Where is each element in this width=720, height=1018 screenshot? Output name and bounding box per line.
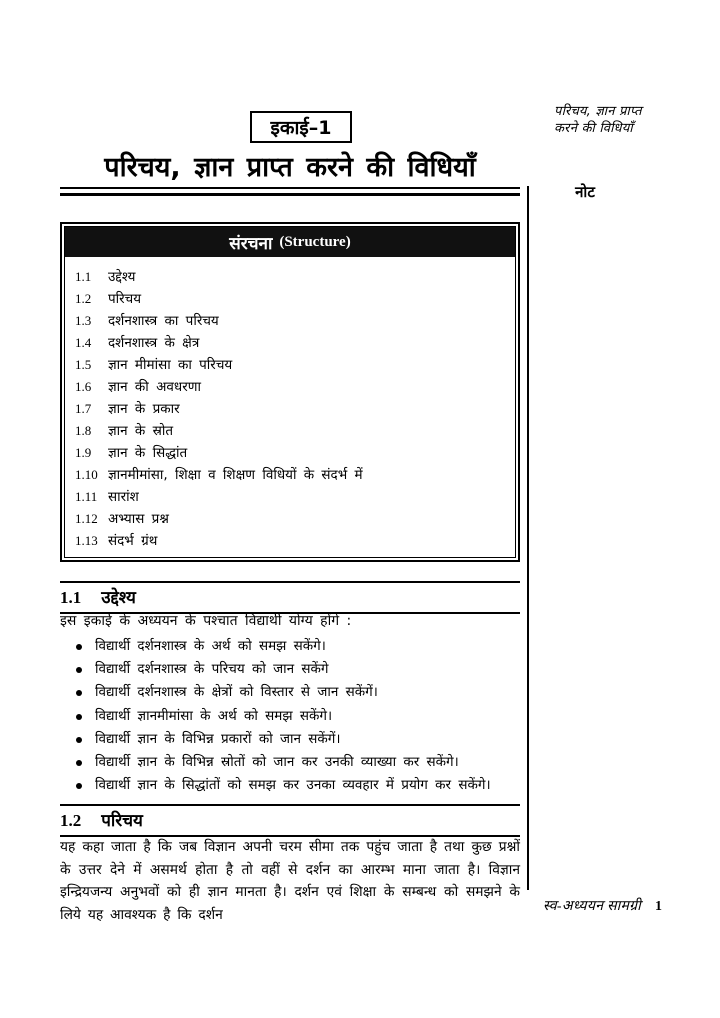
section-number: 1.2 (60, 811, 82, 830)
structure-item-label: संदर्भ ग्रंथ (108, 533, 158, 549)
structure-item (75, 530, 505, 552)
bullet-icon (76, 760, 82, 766)
objective-text: विद्यार्थी ज्ञान के सिद्धांतों को समझ कर उनका व्यवहार में प्रयोग कर सकेंगे। (95, 777, 491, 794)
objective-item (60, 728, 520, 751)
structure-item-label: दर्शनशास्त्र के क्षेत्र (108, 335, 200, 351)
structure-item-number: 1.10 (75, 467, 98, 482)
unit-badge-label: इकाई–1 (270, 117, 332, 139)
objective-text: विद्यार्थी ज्ञान के विभिन्न स्रोतों को जान कर उनकी व्याख्या कर सकेंगे। (95, 754, 459, 771)
structure-item-number: 1.3 (75, 313, 92, 328)
structure-item (75, 354, 505, 376)
bullet-icon (76, 667, 82, 673)
structure-item (75, 486, 505, 508)
objective-text: विद्यार्थी ज्ञान के विभिन्न प्रकारों को जान सकेंगें। (95, 730, 341, 747)
structure-box (60, 222, 520, 562)
margin-separator-line (527, 186, 529, 890)
objective-text: विद्यार्थी दर्शनशास्त्र के अर्थ को समझ सकेंगे। (95, 638, 326, 654)
structure-item-number: 1.8 (75, 423, 92, 438)
unit-badge (250, 111, 352, 143)
structure-item-label: ज्ञान के सिद्धांत (108, 445, 188, 461)
structure-item (75, 464, 505, 486)
structure-item (75, 288, 505, 310)
structure-item-number: 1.5 (75, 357, 92, 372)
structure-item (75, 398, 505, 420)
section-heading-1-1 (60, 581, 520, 614)
objective-text: विद्यार्थी दर्शनशास्त्र के क्षेत्रों को विस्तार से जान सकेंगें। (95, 684, 378, 701)
structure-item-number: 1.1 (75, 269, 92, 284)
structure-item-number: 1.6 (75, 379, 92, 394)
structure-header-bar (65, 227, 515, 257)
section-heading-1-2 (60, 804, 520, 837)
structure-item-label: परिचय (108, 291, 142, 307)
structure-item-number: 1.2 (75, 291, 92, 306)
structure-item-label: ज्ञान के स्रोत (108, 423, 174, 439)
structure-header-hindi: संरचना (229, 233, 273, 254)
bullet-icon (76, 783, 82, 789)
structure-item (75, 310, 505, 332)
page-footer (480, 896, 662, 915)
structure-item-label: ज्ञान मीमांसा का परिचय (108, 357, 233, 373)
structure-item-number: 1.12 (75, 511, 98, 526)
bullet-icon (76, 644, 82, 650)
structure-item-label: अभ्यास प्रश्न (108, 511, 169, 527)
structure-item-label: ज्ञान की अवधरणा (108, 379, 201, 395)
structure-header-english: (Structure) (279, 233, 351, 250)
note-label: नोट (575, 183, 595, 201)
title-double-rule (60, 187, 520, 196)
section-title: उद्देश्य (101, 588, 136, 608)
bullet-icon (76, 714, 82, 720)
bullet-icon (76, 737, 82, 743)
objectives-intro: इस इकाई के अध्ययन के पश्चात विद्यार्थी योग्य होंगे : (60, 613, 352, 629)
objective-item (60, 658, 520, 681)
structure-item (75, 442, 505, 464)
objectives-list (60, 635, 520, 797)
page-title: परिचय, ज्ञान प्राप्त करने की विधियाँ (104, 152, 476, 183)
structure-item-label: ज्ञानमीमांसा, शिक्षा व शिक्षण विधियों के संदर्भ में (108, 467, 363, 483)
objective-item (60, 751, 520, 774)
structure-item-number: 1.7 (75, 401, 92, 416)
structure-item (75, 376, 505, 398)
objective-text: विद्यार्थी ज्ञानमीमांसा के अर्थ को समझ सकेंगे। (95, 707, 333, 724)
structure-item-number: 1.11 (75, 489, 98, 504)
structure-list (65, 257, 515, 552)
structure-item (75, 420, 505, 442)
structure-item-number: 1.13 (75, 533, 98, 548)
margin-head-line1: परिचय, ज्ञान प्राप्त (554, 104, 642, 119)
structure-item (75, 508, 505, 530)
bullet-icon (76, 690, 82, 696)
structure-item-label: दर्शनशास्त्र का परिचय (108, 313, 219, 329)
page-number: 1 (655, 899, 662, 914)
objective-item (60, 635, 520, 658)
structure-item (75, 266, 505, 288)
objective-item (60, 705, 520, 728)
objective-item (60, 774, 520, 797)
structure-item-label: ज्ञान के प्रकार (108, 401, 180, 417)
section-title: परिचय (101, 811, 143, 831)
section-number: 1.1 (60, 588, 82, 607)
structure-item (75, 332, 505, 354)
structure-item-number: 1.9 (75, 445, 92, 460)
structure-box-inner (64, 226, 516, 558)
footer-label: स्व-अध्ययन सामग्री (543, 899, 641, 914)
intro-paragraph: यह कहा जाता है कि जब विज्ञान अपनी चरम सीमा तक पहुंच जाता है तथा कुछ प्रश्नों के उत्तर देने में असमर्थ होता है तो वहीं से दर्शन का आरम्भ माना जाता है। विज्ञान इन्द्रियजन्य अनुभवों को ही ज्ञान मानता है। दर्शन एवं शिक्षा के सम्बन्ध को समझने के लिये यह आवश्यक है कि दर्शन (60, 839, 520, 923)
structure-item-number: 1.4 (75, 335, 92, 350)
structure-item-label: सारांश (108, 489, 139, 505)
objective-text: विद्यार्थी दर्शनशास्त्र के परिचय को जान सकेंगे (95, 661, 329, 678)
margin-head-line2: करने की विधियाँ (554, 121, 633, 136)
structure-item-label: उद्देश्य (108, 269, 136, 285)
margin-running-head (554, 103, 674, 137)
objective-item (60, 681, 520, 704)
